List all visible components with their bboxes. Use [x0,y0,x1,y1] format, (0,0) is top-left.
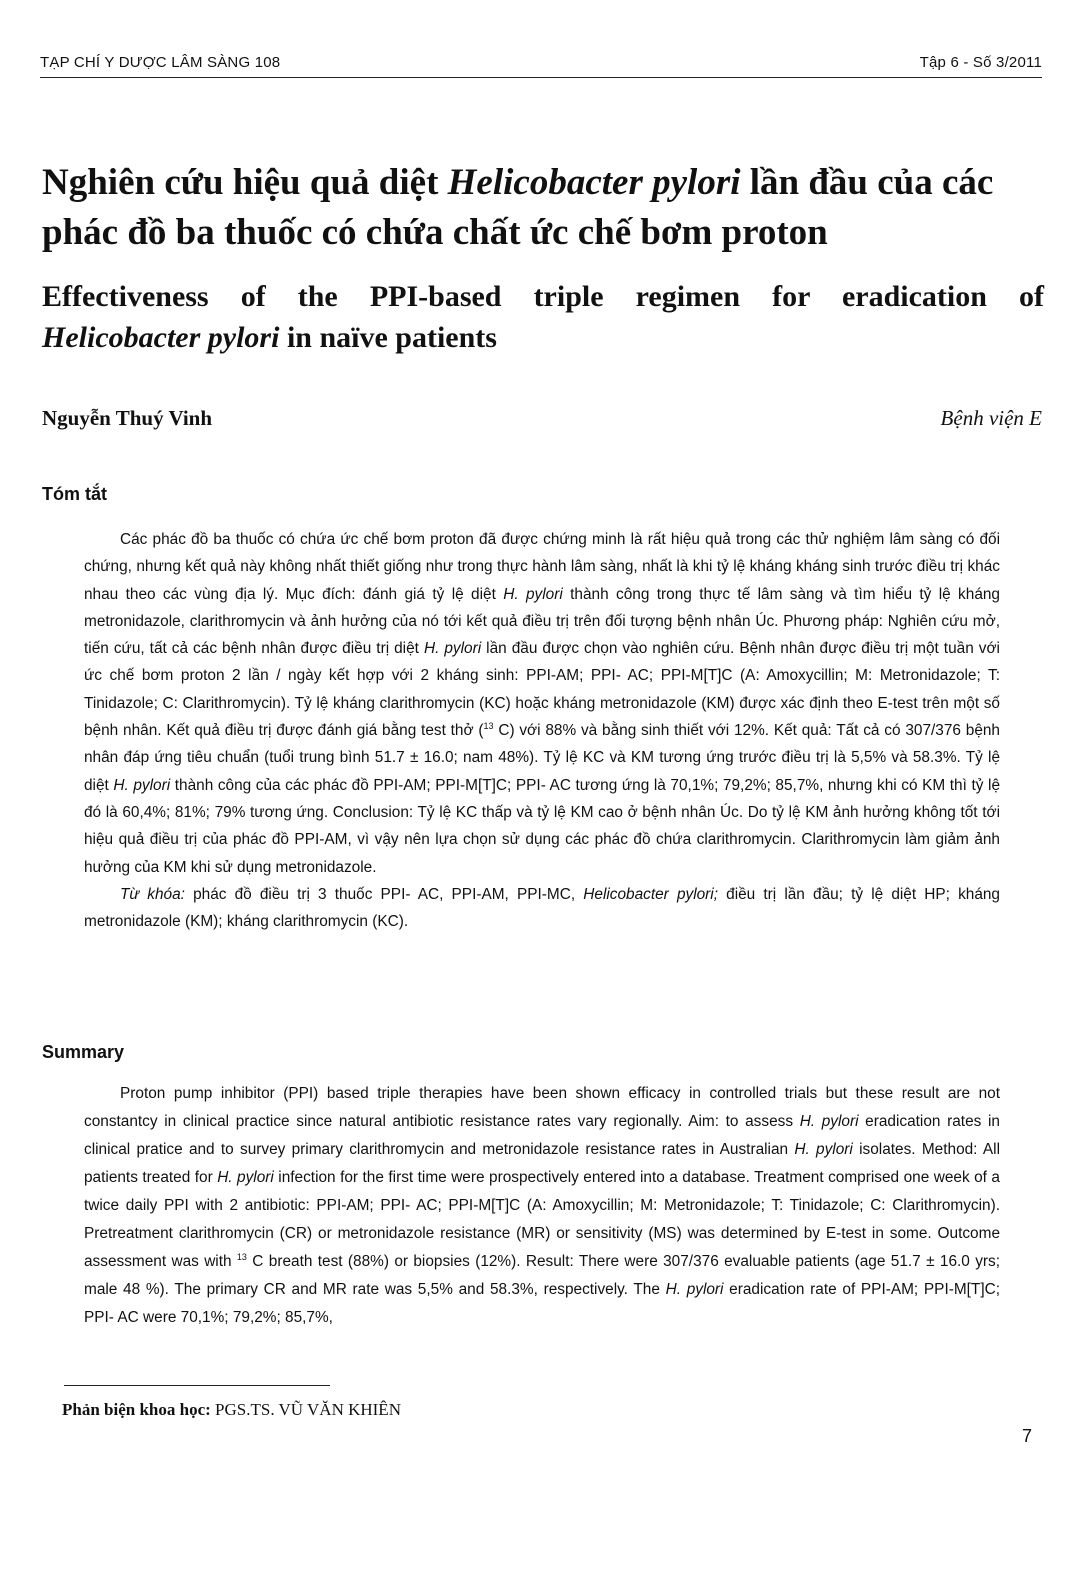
title-english: Effectiveness of the PPI-based triple regimen for eradication of Helicobacter pylori in naïve patients [42,280,1044,354]
title-species-italic: Helicobacter pylori [447,162,741,203]
keywords-label: Từ khóa: [120,885,185,903]
summary-english [84,1080,1000,1332]
footnote-reviewer: PGS.TS. VŨ VĂN KHIÊN [210,1400,401,1419]
abstract-vietnamese [84,526,1000,935]
issue-info: Tập 6 - Số 3/2011 [919,54,1042,71]
journal-name: TẠP CHÍ Y DƯỢC LÂM SÀNG 108 [40,54,281,71]
author-name: Nguyễn Thuý Vinh [42,406,213,430]
title-en-species-italic: Helicobacter pylori [42,321,280,354]
running-header [40,54,1042,78]
footnote-rule [64,1385,330,1386]
author-row [42,406,1042,431]
abstract-heading: Tóm tắt [42,484,107,504]
keywords-paragraph: Từ khóa: phác đồ điều trị 3 thuốc PPI- AC, PPI-AM, PPI-MC, Helicobacter pylori; điều trị lần đầu; tỷ lệ diệt HP; kháng metronidazole (KM); kháng clarithromycin (KC). [84,885,1000,931]
footnote [62,1400,401,1420]
author-affiliation: Bệnh viện E [940,406,1042,430]
page-number: 7 [1021,1426,1032,1446]
summary-heading: Summary [42,1042,125,1062]
abstract-paragraph: Các phác đồ ba thuốc có chứa ức chế bơm proton đã được chứng minh là rất hiệu quả trong các thử nghiệm lâm sàng có đối chứng, nhưng kết quả này không nhất thiết giống như trong thực hành lâm sàng, nhất là khi tỷ lệ kháng kháng sinh trước điều trị khác nhau theo các vùng địa lý. Mục đích: đánh giá tỷ lệ diệt H. pylori thành công trong thực tế lâm sàng và tìm hiểu tỷ lệ kháng metronidazole, clarithromycin và ảnh hưởng của nó tới kết quả điều trị trên đối tượng bệnh nhân Úc. Phương pháp: Nghiên cứu mở, tiến cứu, tất cả các bệnh nhân được điều trị diệt H. pylori lần đầu được chọn vào nghiên cứu. Bệnh nhân được điều trị một tuần với ức chế bơm proton 2 lần / ngày kết hợp với 2 kháng sinh: PPI-AM; PPI- AC; PPI-M[T]C (A: Amoxycillin; M: Metronidazole; T: Tinidazole; C: Clarithromycin). Tỷ lệ kháng clarithromycin (KC) hoặc kháng metronidazole (KM) được xác định theo E-test trên một số bệnh nhân. Kết quả điều trị được đánh giá bằng test thở ($^{13}$ C) với 88% và bằng sinh thiết với 12%. Kết quả: Tất cả có 307/376 bệnh nhân đáp ứng tiêu chuẩn (tuổi trung bình 51.7 ± 16.0; nam 48%). Tỷ lệ KC và KM tương ứng trước điều trị là 5,5% và 58.3%. Tỷ lệ diệt H. pylori thành công của các phác đồ PPI-AM; PPI-M[T]C; PPI- AC tương ứng là 70,1%; 79,2%; 85,7%, nhưng khi có KM thì tỷ lệ đó là 60,4%; 81%; 79% tương ứng. Conclusion: Tỷ lệ KC thấp và tỷ lệ KM cao ở bệnh nhân Úc. Do tỷ lệ KM ảnh hưởng không tốt tới hiệu quả điều trị của phác đồ PPI-AM, vì vậy nên lựa chọn sử dụng các phác đồ chứa clarithromycin. Clarithromycin làm giảm ảnh hưởng của KM khi sử dụng metronidazole. [84,531,1001,876]
title-vietnamese: Nghiên cứu hiệu quả diệt Helicobacter pylori lần đầu của các phác đồ ba thuốc có chứa chất ức chế bơm proton [42,162,994,253]
summary-paragraph: Proton pump inhibitor (PPI) based triple therapies have been shown efficacy in controlled trials but these result are not constantcy in clinical practice since natural antibiotic resistance rates vary regionally. Aim: to assess H. pylori eradication rates in clinical pratice and to survey primary clarithromycin and metronidazole resistance rates in Australian H. pylori isolates. Method: All patients treated for H. pylori infection for the first time were prospectively entered into a database. Treatment comprised one week of a twice daily PPI with 2 antibiotic: PPI-AM; PPI- AC; PPI-M[T]C (A: Amoxycillin; M: Metronidazole; T: Tinidazole; C: Clarithromycin). Pretreatment clarithromycin (CR) or metronidazole resistance (MR) or sensitivity (MS) was determined by E-test in some. Outcome assessment was with $^{13}$ C breath test (88%) or biopsies (12%). Result: There were 307/376 evaluable patients (age 51.7 ± 16.0 yrs; male 48 %). The primary CR and MR rate was 5,5% and 58.3%, respectively. The H. pylori eradication rate of PPI-AM; PPI-M[T]C; PPI- AC were 70,1%; 79,2%; 85,7%, [84,1085,1001,1326]
footnote-label: Phản biện khoa học: [62,1400,211,1419]
